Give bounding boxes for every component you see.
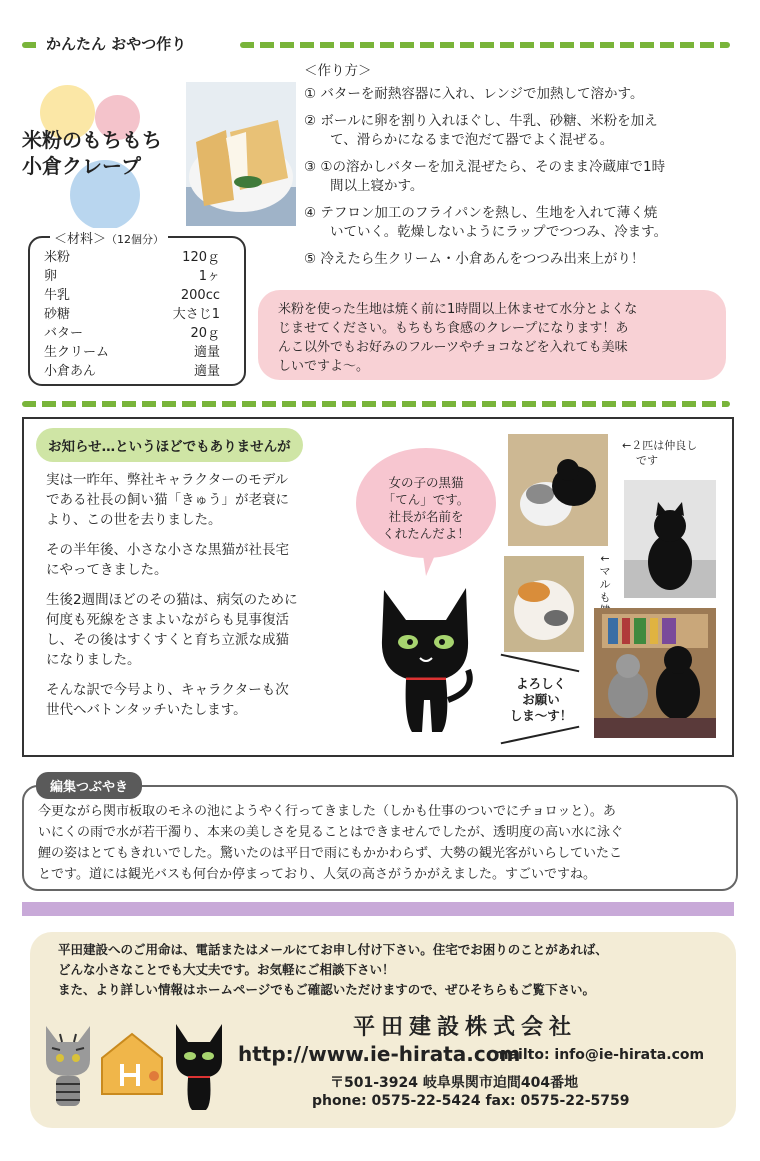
news-line: その半年後、小さな小さな黒猫が社長宅 [46, 542, 289, 558]
tip-line: しいですよ～。 [278, 359, 370, 374]
news-line: 生後2週間ほどのその猫は、病気のために [46, 592, 298, 608]
tip-box [258, 290, 726, 380]
house-logo-icon [96, 1028, 168, 1098]
news-line: 実は一昨年、弊社キャラクターのモデル [46, 472, 289, 488]
tip-line: じませてください。もちもち食感のクレープになります！あ [278, 321, 629, 336]
news-paragraph [46, 590, 358, 670]
editorial-line: いにくの雨で水が若干濁り、本来の美しさを見ることはできませんでしたが、透明度の高い水に泳ぐ [38, 825, 624, 840]
material-row [44, 362, 220, 381]
material-row [44, 267, 220, 286]
material-amount: 適量 [193, 364, 220, 379]
material-name: バター [44, 326, 84, 341]
step-number: ③ [304, 159, 317, 175]
step-item [304, 204, 744, 242]
recipe-title-line1: 米粉のもちもち [22, 128, 162, 152]
step-number: ② [304, 113, 317, 129]
tabby-cat-mascot-icon [40, 1020, 96, 1112]
cats-shelf-photo [594, 608, 716, 738]
material-row [44, 305, 220, 324]
company-address: 〒501-3924 岐阜県関市迫間404番地 [330, 1075, 579, 1091]
material-name: 生クリーム [44, 345, 110, 360]
caption-line: です [636, 454, 658, 467]
black-cat-photo [624, 480, 716, 598]
greeting-line: よろしく [515, 676, 566, 691]
company-phone-fax: phone: 0575-22-5424 fax: 0575-22-5759 [312, 1093, 630, 1109]
recipe-title [22, 127, 162, 179]
news-title: お知らせ…というほどでもありませんが [36, 428, 303, 462]
material-amount: 200cc [180, 288, 220, 303]
step-number: ① [304, 86, 317, 102]
caption-char: ← [600, 552, 610, 565]
cats-photo-pair [508, 434, 608, 546]
news-line: 世代へバトンタッチいたします。 [46, 702, 247, 718]
greeting-line: お願い [522, 692, 560, 707]
material-amount: 大さじ1 [172, 307, 220, 322]
tip-line: んこ以外でもお好みのフルーツやチョコなどを入れても美味 [278, 340, 628, 355]
section-divider [240, 42, 730, 48]
news-paragraph [46, 540, 358, 580]
material-amount: 適量 [193, 345, 220, 360]
caption-char: ル [599, 578, 611, 591]
material-row [44, 324, 220, 343]
snack-section-title: かんたん おやつ作り [46, 35, 187, 53]
material-row [44, 343, 220, 362]
step-text: 間以上寝かす。 [330, 178, 424, 194]
step-number: ⑤ [304, 251, 317, 267]
footer-message-line: 平田建設へのご用命は、電話またはメールにてお申し付け下さい。住宅でお困りのことがあれば、 [58, 942, 608, 957]
step-text: ①の溶かしバターを加え混ぜたら、そのまま冷蔵庫で1時 [320, 159, 666, 175]
news-body [46, 470, 358, 730]
section-divider [22, 401, 730, 407]
step-text: テフロン加工のフライパンを熱し、生地を入れて薄く焼 [320, 205, 658, 221]
company-name: 平田建設株式会社 [352, 1015, 577, 1040]
material-name: 米粉 [44, 250, 71, 265]
footer-message-line: どんな小さなことでも大丈夫です。お気軽にご相談下さい！ [58, 962, 395, 977]
step-text: いていく。乾燥しないようにラップでつつみ、冷ます。 [330, 224, 668, 240]
news-line: そんな訳で今号より、キャラクターも次 [46, 682, 289, 698]
editorial-line: 鯉の姿はとてもきれいでした。驚いたのは平日で雨にもかかわらず、大勢の観光客がいらしていたこ [38, 846, 622, 861]
caption-char: マ [599, 565, 611, 578]
step-item [304, 85, 744, 104]
bubble-line: くれたんだよ！ [382, 526, 470, 541]
material-name: 砂糖 [44, 307, 71, 322]
footer-message [58, 940, 728, 1000]
step-text: バターを耐熱容器に入れ、レンジで加熱して溶かす。 [320, 86, 644, 102]
material-row [44, 286, 220, 305]
news-line: である社長の飼い猫「きゅう」が老衰に [46, 492, 289, 508]
footer-message-line: また、より詳しい情報はホームページでもご確認いただけますので、ぜひそちらもご覧下さい。 [58, 982, 596, 997]
black-cat-mascot-icon [168, 1020, 230, 1112]
materials-heading [50, 228, 168, 247]
material-name: 牛乳 [44, 288, 71, 303]
black-cat-character-icon [366, 580, 486, 740]
greeting-text [506, 676, 576, 724]
step-text: ボールに卵を割り入れほぐし、牛乳、砂糖、米粉を加え [320, 113, 658, 129]
editorial-tag: 編集つぶやき [36, 772, 142, 799]
step-text: 冷えたら生クリーム・小倉あんをつつみ出来上がり！ [320, 251, 645, 267]
material-name: 卵 [44, 269, 58, 284]
materials-count: （12個分） [106, 233, 165, 246]
step-item [304, 158, 744, 196]
material-amount: 1ヶ [198, 269, 220, 284]
crepe-photo [186, 82, 296, 226]
material-name: 小倉あん [44, 364, 97, 379]
caption-char: も [599, 591, 611, 604]
tip-line: 米粉を使った生地は焼く前に1時間以上休ませて水分とよくな [278, 302, 638, 317]
section-divider [22, 42, 40, 48]
purple-divider [22, 902, 734, 916]
news-line: になりました。 [46, 652, 141, 668]
bubble-line: 社長が名前を [388, 509, 464, 524]
company-url[interactable]: http://www.ie-hirata.com [238, 1042, 521, 1066]
materials-list [44, 248, 220, 381]
bubble-line: 「てん」です。 [382, 492, 470, 507]
company-mail[interactable]: mailto: info@ie-hirata.com [494, 1047, 705, 1063]
material-row [44, 248, 220, 267]
news-line: し、その後はすくすくと育ち立派な成猫 [46, 632, 289, 648]
caption-line: ←２匹は仲良し [622, 439, 698, 452]
news-line: にやってきました。 [46, 562, 168, 578]
editorial-line: 今更ながら関市板取のモネの池にようやく行ってきました（しかも仕事のついでにチョロッと）。あ [38, 804, 616, 819]
material-amount: 20ｇ [190, 326, 220, 341]
steps-list [304, 62, 744, 269]
step-item [304, 250, 744, 269]
editorial-line: とです。道には観光バスも何台か停まっており、人気の高さがうかがえました。すごいですね。 [38, 867, 596, 882]
bubble-line: 女の子の黒猫 [388, 475, 464, 490]
steps-heading: ＜作り方＞ [304, 63, 372, 79]
news-paragraph [46, 680, 358, 720]
greeting-line: しま～す！ [509, 708, 573, 723]
calico-cat-photo [504, 556, 584, 652]
news-paragraph [46, 470, 358, 530]
news-line: 何度も死線をさまよいながらも見事復活 [46, 612, 289, 628]
speech-bubble-tail [420, 548, 440, 578]
materials-heading-text: ＜材料＞ [54, 232, 107, 247]
speech-bubble-text [370, 474, 482, 542]
caption-pair [622, 438, 697, 468]
material-amount: 120ｇ [182, 250, 220, 265]
editorial-box [22, 785, 738, 891]
news-line: より、この世を去りました。 [46, 512, 222, 528]
step-number: ④ [304, 205, 317, 221]
recipe-title-line2: 小倉クレープ [22, 154, 141, 178]
step-item [304, 112, 744, 150]
step-text: て、滑らかになるまで泡だて器でよく混ぜる。 [330, 132, 614, 148]
